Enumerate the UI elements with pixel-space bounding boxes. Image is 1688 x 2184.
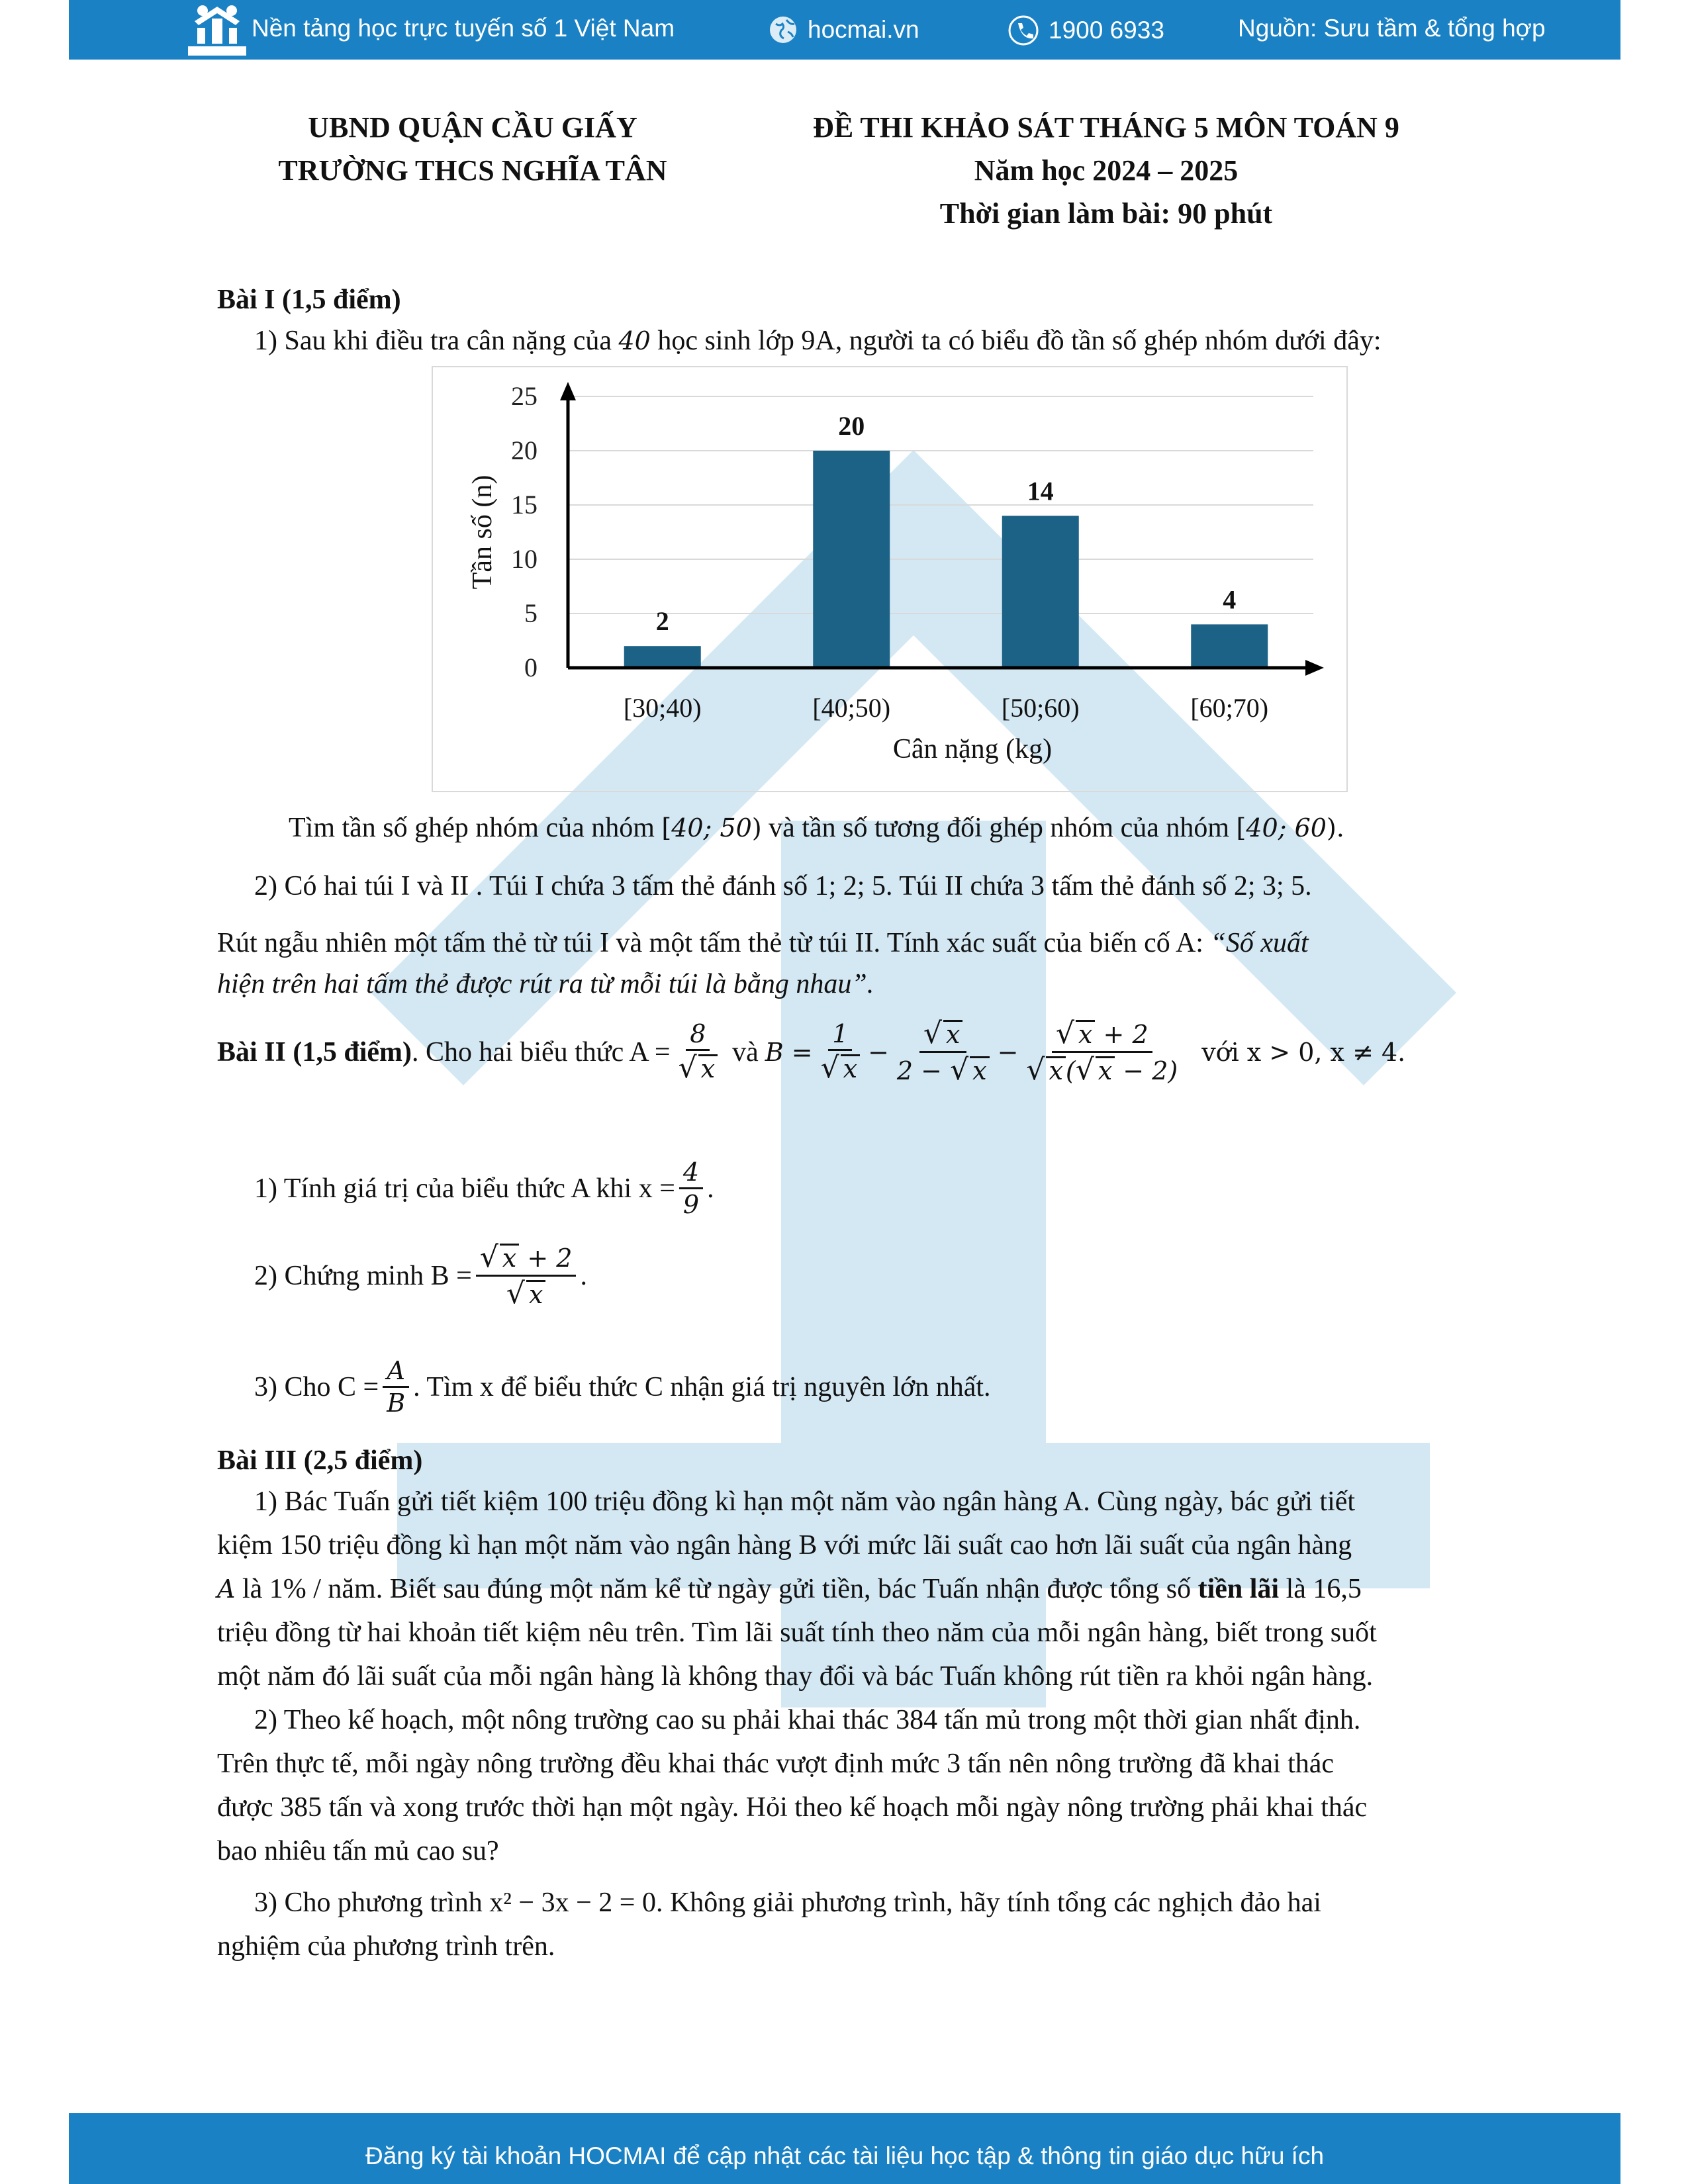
histogram-chart [432,366,1348,792]
bai3-p1-line4: triệu đồng từ hai khoản tiết kiệm nêu trên. Tìm lãi suất tính theo năm của mỗi ngân hàng, biết trong suốt [217,1617,1377,1648]
school-name: TRƯỜNG THCS NGHĨA TÂN [278,154,667,187]
x-axis-arrow [1305,660,1324,676]
globe-icon [768,15,798,45]
bai2-q1: 1) Tính giá trị của biểu thức A khi x = $\frac{4}{9}$ . [254,1158,714,1219]
y-axis-arrow [560,382,576,400]
bai3-p1-line5: một năm đó lãi suất của mỗi ngân hàng là không thay đổi và bác Tuấn không rút tiền ra khỏi ngân hàng. [217,1661,1374,1692]
y-axis-title: Tần số (n) [467,475,498,590]
y-tick-label: 0 [524,653,538,682]
website-text: hocmai.vn [808,16,919,43]
bai1-q1-task: Tìm tần số ghép nhóm của nhóm [40; 50) và tần số tương đối ghép nhóm của nhóm [40; 60). [289,813,1344,843]
phone-icon [1008,15,1039,46]
bar [1191,624,1268,668]
exam-title: ĐỀ THI KHẢO SÁT THÁNG 5 MÔN TOÁN 9 [813,111,1399,144]
bai2-statement: Bài II (1,5 điểm) . Cho hai biểu thức A = $\frac{8}{√ x}$ và B = $\frac{1}{√ x}$ − $\frac{√ x}{2 - √ x}$ − $\frac{√ x + 2}{√ x (√ x - 2)}$ với x > 0, x ≠ 4. [217,1017,1406,1087]
footer-text: Đăng ký tài khoản HOCMAI để cập nhật các tài liệu học tập & thông tin giáo dục hữu ích [365,2142,1325,2169]
data-label: 14 [1027,476,1054,506]
bai3-p1-line3: A là 1% / năm. Biết sau đúng một năm kể từ ngày gửi tiền, bác Tuấn nhận được tổng số tiền lãi là 16,5 [217,1574,1362,1604]
district-name: UBND QUẬN CẦU GIẤY [308,111,637,144]
bai1-q2-line2: Rút ngẫu nhiên một tấm thẻ từ túi I và một tấm thẻ từ túi II. Tính xác suất của biến cố A: “Số xuất [217,928,1309,958]
bai2-q2: 2) Chứng minh B = $\frac{√ x + 2}{√ x}$ . [254,1240,587,1310]
hocmai-logo [185,1,249,57]
hotline[interactable] [1008,15,1164,46]
x-tick-label: [40;50) [812,693,891,723]
bai2-title: Bài II (1,5 điểm) [217,1036,412,1068]
bai1-q1: 1) Sau khi điều tra cân nặng của 40 học sinh lớp 9A, người ta có biểu đồ tần số ghép nhóm dưới đây: [254,326,1382,356]
bai3-p2-line1: 2) Theo kế hoạch, một nông trường cao su phải khai thác 384 tấn mủ trong một thời gian nhất định. [254,1705,1361,1735]
bar [624,646,701,668]
x-tick-label: [60;70) [1190,693,1269,723]
bai3-p2-line4: bao nhiêu tấn mủ cao su? [217,1836,499,1866]
y-tick-label: 20 [511,435,538,465]
bar [1002,516,1079,668]
bar [813,451,890,668]
x-tick-label: [50;60) [1001,693,1080,723]
bai1-q2-line1: 2) Có hai túi I và II . Túi I chứa 3 tấm thẻ đánh số 1; 2; 5. Túi II chứa 3 tấm thẻ đánh số 2; 3; 5. [254,871,1312,901]
data-label: 2 [655,606,669,637]
school-year: Năm học 2024 – 2025 [974,154,1239,187]
slogan: Nền tảng học trực tuyến số 1 Việt Nam [252,15,675,42]
x-axis-title: Cân nặng (kg) [892,734,1053,764]
data-label: 20 [838,411,865,441]
bai3-title: Bài III (2,5 điểm) [217,1445,423,1476]
bai3-p2-line2: Trên thực tế, mỗi ngày nông trường đều khai thác vượt định mức 3 tấn nên nông trường đã khai thác [217,1749,1335,1779]
exam-duration: Thời gian làm bài: 90 phút [939,197,1273,230]
bai1-title: Bài I (1,5 điểm) [217,285,401,315]
y-tick-label: 10 [511,544,538,574]
source-note: Nguồn: Sưu tầm & tổng hợp [1238,15,1546,42]
footer-banner[interactable] [69,2113,1620,2184]
bai2-q3: 3) Cho C = $\frac{A}{B}$ . Tìm x để biểu thức C nhận giá trị nguyên lớn nhất. [254,1356,991,1418]
bai3-p2-line3: được 385 tấn và xong trước thời hạn một ngày. Hỏi theo kế hoạch mỗi ngày nông trường phải khai thác [217,1792,1368,1823]
bai3-p3-line2: nghiệm của phương trình trên. [217,1931,555,1962]
website-link[interactable] [768,15,919,45]
y-tick-label: 5 [524,598,538,628]
bai3-p1-line2: kiệm 150 triệu đồng kì hạn một năm vào ngân hàng B với mức lãi suất cao hơn lãi suất của ngân hàng [217,1530,1352,1561]
data-label: 4 [1223,584,1237,615]
bai1-q2-line3: hiện trên hai tấm thẻ được rút ra từ mỗi túi là bằng nhau”. [217,969,874,999]
x-tick-label: [30;40) [623,693,702,723]
top-banner [69,0,1620,60]
bai3-p1-line1: 1) Bác Tuấn gửi tiết kiệm 100 triệu đồng kì hạn một năm vào ngân hàng A. Cùng ngày, bác gửi tiết [254,1486,1356,1517]
chart-svg [433,367,1349,794]
y-tick-label: 15 [511,490,538,520]
bai3-p3-line1: 3) Cho phương trình x² − 3x − 2 = 0. Không giải phương trình, hãy tính tổng các nghịch đảo hai [254,1888,1321,1918]
phone-text: 1900 6933 [1049,17,1164,44]
y-tick-label: 25 [511,381,538,411]
